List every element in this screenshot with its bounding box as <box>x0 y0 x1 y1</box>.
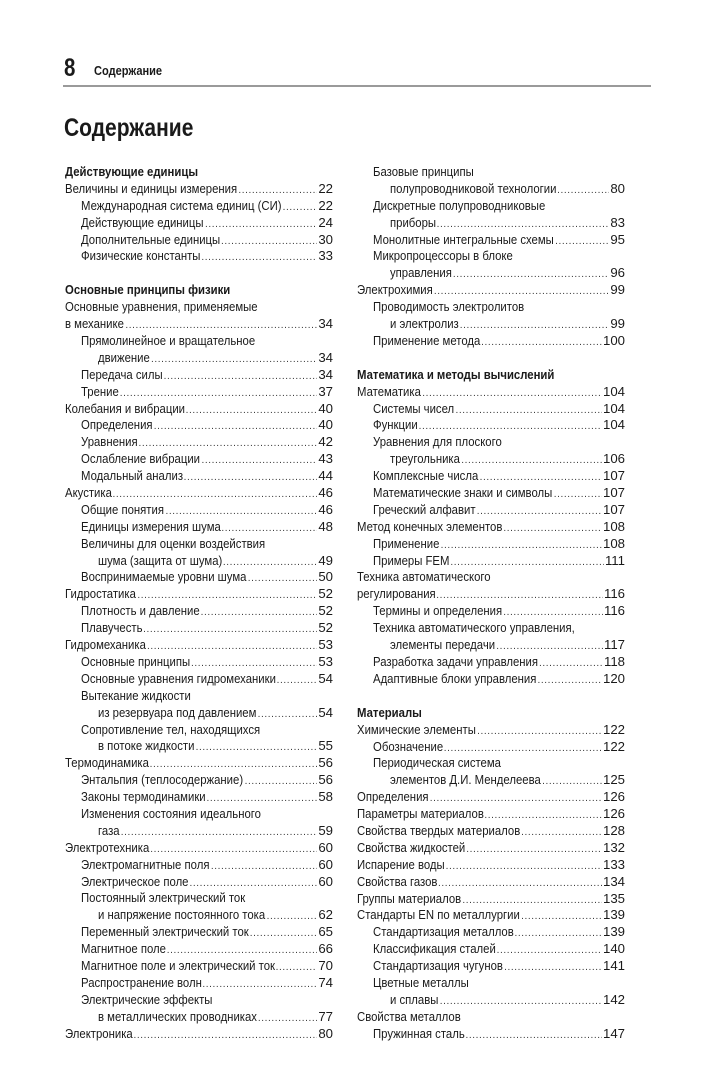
toc-page-number: 48 <box>318 518 333 534</box>
toc-page-number: 99 <box>610 316 625 332</box>
toc-page-number: 116 <box>603 603 625 619</box>
toc-entry[interactable] <box>357 198 625 215</box>
toc-entry-title: Величины и единицы измерения <box>65 180 238 196</box>
toc-page-number: 54 <box>318 704 333 720</box>
toc-page-number: 53 <box>318 653 333 669</box>
toc-page-number: 40 <box>318 400 333 416</box>
toc-entry-title: движение <box>98 349 150 365</box>
section-heading-text: Материалы <box>357 704 422 720</box>
toc-entry-title: в механике <box>65 316 124 332</box>
section-gap <box>357 688 625 705</box>
toc-entry[interactable] <box>357 654 625 671</box>
toc-page-number: 140 <box>602 941 625 957</box>
toc-entry[interactable] <box>65 384 333 401</box>
toc-page-number: 126 <box>602 789 625 805</box>
toc-entry[interactable] <box>357 434 625 451</box>
toc-entry[interactable] <box>65 620 333 637</box>
toc-entry[interactable] <box>65 586 333 603</box>
toc-entry[interactable] <box>65 874 333 891</box>
toc-entry[interactable] <box>357 789 625 806</box>
toc-entry-title: Свойства газов <box>357 873 438 889</box>
toc-page-number: 107 <box>602 485 625 501</box>
toc-page-number: 66 <box>318 941 333 957</box>
toc-entry[interactable] <box>357 891 625 908</box>
toc-entry[interactable] <box>357 992 625 1009</box>
toc-entry-title: Микропроцессоры в блоке <box>373 248 513 264</box>
toc-entry-title: Математика <box>357 383 421 399</box>
toc-entry-title: Колебания и вибрации <box>65 400 186 416</box>
toc-entry-title: Стандартизация чугунов <box>373 958 503 974</box>
toc-entry-title: Комплексные числа <box>373 468 479 484</box>
toc-entry[interactable] <box>357 569 625 586</box>
toc-entry-title: Математические знаки и символы <box>373 485 553 501</box>
toc-entry-title: Химические элементы <box>357 721 476 737</box>
toc-entry-title: Изменения состояния идеального <box>81 805 261 821</box>
toc-entry-title: Техника автоматического <box>357 569 491 585</box>
toc-entry[interactable] <box>65 181 333 198</box>
toc-entry[interactable] <box>357 282 625 299</box>
toc-page-number: 139 <box>602 924 625 940</box>
toc-entry-title: Испарение воды <box>357 856 445 872</box>
toc-entry[interactable] <box>65 1026 333 1043</box>
toc-entry[interactable] <box>65 248 333 265</box>
toc-entry[interactable] <box>357 755 625 772</box>
toc-page-number: 108 <box>602 518 625 534</box>
toc-entry-title: Общие понятия <box>81 501 164 517</box>
toc-entry[interactable] <box>357 299 625 316</box>
toc-page-number: 42 <box>318 434 333 450</box>
toc-entry[interactable] <box>65 958 333 975</box>
toc-page-number: 77 <box>318 1008 333 1024</box>
toc-entry-title: Применение <box>373 535 440 551</box>
toc-entry[interactable] <box>357 739 625 756</box>
toc-page-number: 132 <box>602 839 625 855</box>
toc-entry[interactable] <box>65 434 333 451</box>
toc-entry[interactable] <box>357 485 625 502</box>
toc-entry-title: Дискретные полупроводниковые <box>373 197 546 213</box>
toc-page-number: 100 <box>602 332 625 348</box>
toc-entry-title: газа <box>98 822 120 838</box>
toc-entry-title: Воспринимаемые уровни шума <box>81 569 247 585</box>
toc-entry[interactable] <box>65 485 333 502</box>
toc-entry-title: Базовые принципы <box>373 164 474 179</box>
toc-page-number: 99 <box>610 282 625 298</box>
toc-entry[interactable] <box>357 603 625 620</box>
toc-entry[interactable] <box>65 603 333 620</box>
dot-leader <box>201 250 317 267</box>
toc-entry[interactable] <box>65 1009 333 1026</box>
toc-entry-title: Применение метода <box>373 332 481 348</box>
toc-entry-title: Группы материалов <box>357 890 462 906</box>
toc-entry[interactable] <box>65 333 333 350</box>
running-title: Содержание <box>94 63 163 78</box>
toc-entry[interactable] <box>357 806 625 823</box>
toc-page-number: 50 <box>318 569 333 585</box>
toc-page-number: 104 <box>602 417 625 433</box>
toc-page-number: 70 <box>318 957 333 973</box>
dot-leader <box>465 1028 602 1045</box>
toc-entry[interactable] <box>357 232 625 249</box>
toc-page-number: 147 <box>602 1025 625 1041</box>
toc-entry[interactable] <box>357 907 625 924</box>
toc-entry[interactable] <box>65 215 333 232</box>
toc-entry[interactable] <box>357 536 625 553</box>
toc-entry[interactable] <box>65 569 333 586</box>
toc-entry-title: Дополнительные единицы <box>81 231 221 247</box>
toc-entry-title: шума (защита от шума) <box>98 552 223 568</box>
toc-page-number: 46 <box>318 501 333 517</box>
section-heading-text: Действующие единицы <box>65 164 199 179</box>
toc-entry[interactable] <box>65 705 333 722</box>
toc-entry-title: Метод конечных элементов <box>357 518 503 534</box>
toc-entry-title: Техника автоматического управления, <box>373 620 575 636</box>
toc-entry[interactable] <box>65 772 333 789</box>
toc-page-number: 65 <box>318 924 333 940</box>
page-header <box>64 54 650 84</box>
toc-entry-title: Модальный анализ <box>81 468 184 484</box>
section-gap <box>65 265 333 282</box>
toc-entry[interactable] <box>65 890 333 907</box>
toc-entry-title: Прямолинейное и вращательное <box>81 333 256 349</box>
toc-entry[interactable] <box>357 384 625 401</box>
toc-page-number: 134 <box>602 873 625 889</box>
toc-entry[interactable] <box>65 941 333 958</box>
toc-entry[interactable] <box>65 502 333 519</box>
section-heading-text: Математика и методы вычислений <box>357 366 555 382</box>
toc-entry[interactable] <box>65 519 333 536</box>
toc-entry[interactable] <box>357 840 625 857</box>
toc-entry-title: Термодинамика <box>65 755 149 771</box>
toc-entry[interactable] <box>357 722 625 739</box>
toc-entry-title: Электроника <box>65 1025 133 1041</box>
toc-entry-title: элементов Д.И. Менделеева <box>390 772 541 788</box>
toc-entry[interactable] <box>65 755 333 772</box>
toc-entry[interactable] <box>65 367 333 384</box>
toc-page-number: 83 <box>610 214 625 230</box>
toc-entry-title: Вытекание жидкости <box>81 687 191 703</box>
dot-leader <box>133 1028 317 1045</box>
toc-entry[interactable] <box>65 975 333 992</box>
toc-page-number: 43 <box>318 451 333 467</box>
toc-page-number: 56 <box>318 772 333 788</box>
toc-entry-title: Монолитные интегральные схемы <box>373 231 554 247</box>
toc-entry[interactable] <box>357 215 625 232</box>
toc-entry-title: и электролиз <box>390 316 459 332</box>
toc-page-number: 96 <box>610 265 625 281</box>
toc-entry-title: Цветные металлы <box>373 974 469 990</box>
toc-entry[interactable] <box>357 975 625 992</box>
toc-entry[interactable] <box>65 688 333 705</box>
toc-entry[interactable] <box>65 316 333 333</box>
toc-entry-title: Примеры FEM <box>373 552 450 568</box>
toc-entry-title: Плотность и давление <box>81 603 200 619</box>
toc-section-heading <box>357 705 625 722</box>
toc-entry-title: Трение <box>81 383 119 399</box>
toc-entry[interactable] <box>357 401 625 418</box>
toc-entry-title: Гидромеханика <box>65 637 146 653</box>
header-rule <box>63 85 651 87</box>
toc-entry[interactable] <box>357 164 625 181</box>
toc-section-heading <box>65 164 333 181</box>
toc-page-number: 30 <box>318 231 333 247</box>
toc-page-number: 120 <box>602 670 625 686</box>
toc-entry[interactable] <box>357 586 625 603</box>
toc-entry[interactable] <box>357 620 625 637</box>
toc-page-number: 54 <box>318 670 333 686</box>
toc-page-number: 22 <box>318 180 333 196</box>
toc-entry-title: Определения <box>81 417 153 433</box>
toc-entry[interactable] <box>65 738 333 755</box>
toc-page-number: 60 <box>318 856 333 872</box>
toc-entry-title: Электрические эффекты <box>81 991 213 1007</box>
toc-entry-title: приборы <box>390 214 437 230</box>
toc-entry-title: Электрическое поле <box>81 873 189 889</box>
toc-page-number: 122 <box>602 738 625 754</box>
toc-entry-title: Уравнения для плоского <box>373 434 502 450</box>
toc-entry[interactable] <box>65 553 333 570</box>
toc-page-number: 80 <box>318 1025 333 1041</box>
toc-page-number: 135 <box>602 890 625 906</box>
toc-page-number: 33 <box>318 248 333 264</box>
toc-page-number: 104 <box>602 400 625 416</box>
toc-page-number: 106 <box>602 451 625 467</box>
toc-section-heading <box>65 282 333 299</box>
toc-entry-title: Сопротивление тел, находящихся <box>81 721 261 737</box>
toc-entry-title: Термины и определения <box>373 603 503 619</box>
toc-entry-title: Греческий алфавит <box>373 501 476 517</box>
toc-entry-title: Электротехника <box>65 839 150 855</box>
toc-entry-title: Свойства металлов <box>357 1008 461 1024</box>
toc-entry[interactable] <box>65 232 333 249</box>
toc-entry-title: Разработка задачи управления <box>373 653 539 669</box>
toc-entry-title: Пружинная сталь <box>373 1025 465 1041</box>
toc-entry[interactable] <box>65 840 333 857</box>
toc-entry[interactable] <box>65 671 333 688</box>
toc-page-number: 80 <box>610 180 625 196</box>
toc-entry-title: Определения <box>357 789 429 805</box>
toc-page-number: 34 <box>318 366 333 382</box>
toc-page-number: 53 <box>318 637 333 653</box>
toc-entry[interactable] <box>65 992 333 1009</box>
toc-entry-title: Обозначение <box>373 738 444 754</box>
toc-entry-title: Переменный электрический ток <box>81 924 249 940</box>
toc-page-number: 52 <box>318 586 333 602</box>
toc-entry-title: Проводимость электролитов <box>373 299 525 315</box>
toc-entry-title: Международная система единиц (СИ) <box>81 197 282 213</box>
toc-page-number: 59 <box>318 822 333 838</box>
toc-entry-title: Свойства твердых материалов <box>357 822 521 838</box>
toc-entry[interactable] <box>65 637 333 654</box>
toc-entry[interactable] <box>357 958 625 975</box>
toc-entry-title: в металлических проводниках <box>98 1008 257 1024</box>
toc-entry[interactable] <box>357 417 625 434</box>
toc-entry-title: Энтальпия (теплосодержание) <box>81 772 244 788</box>
toc-entry[interactable] <box>357 874 625 891</box>
toc-entry-title: Стандартизация металлов <box>373 924 514 940</box>
toc-entry[interactable] <box>65 536 333 553</box>
toc-entry-title: и напряжение постоянного тока <box>98 907 266 923</box>
toc-entry[interactable] <box>65 198 333 215</box>
toc-entry-title: Физические константы <box>81 248 201 264</box>
toc-entry[interactable] <box>357 671 625 688</box>
toc-entry[interactable] <box>357 265 625 282</box>
toc-entry-title: из резервуара под давлением <box>98 704 257 720</box>
toc-page-number: 128 <box>602 822 625 838</box>
dot-leader <box>537 673 602 690</box>
toc-page-number: 122 <box>602 721 625 737</box>
toc-page-number: 104 <box>602 383 625 399</box>
toc-entry-title: управления <box>390 265 452 281</box>
section-heading-text: Основные принципы физики <box>65 282 231 298</box>
toc-page-number: 95 <box>610 231 625 247</box>
toc-page-number: 118 <box>603 653 625 669</box>
toc-entry-title: Законы термодинамики <box>81 789 206 805</box>
toc-entry[interactable] <box>65 907 333 924</box>
toc-entry[interactable] <box>357 316 625 333</box>
toc-entry-title: элементы передачи <box>390 637 496 653</box>
toc-page-number: 24 <box>318 214 333 230</box>
toc-entry[interactable] <box>357 772 625 789</box>
toc-entry-title: регулирования <box>357 586 436 602</box>
toc-page-number: 142 <box>602 991 625 1007</box>
toc-page-number: 74 <box>318 974 333 990</box>
toc-entry-title: Уравнения <box>81 434 138 450</box>
toc-entry-title: Классификация сталей <box>373 941 496 957</box>
toc-entry-title: Единицы измерения шума <box>81 518 221 534</box>
toc-entry-title: и сплавы <box>390 991 439 1007</box>
toc-entry[interactable] <box>357 181 625 198</box>
toc-entry-title: Системы чисел <box>373 400 455 416</box>
toc-entry[interactable] <box>357 502 625 519</box>
toc-page-number: 37 <box>318 383 333 399</box>
toc-entry[interactable] <box>357 248 625 265</box>
toc-entry-title: Распространение волн <box>81 974 202 990</box>
toc-page-number: 107 <box>602 501 625 517</box>
toc-entry[interactable] <box>65 350 333 367</box>
toc-entry[interactable] <box>357 333 625 350</box>
toc-entry-title: Основные уравнения, применяемые <box>65 299 258 315</box>
toc-entry-title: Электромагнитные поля <box>81 856 210 872</box>
toc-entry-title: Параметры материалов <box>357 806 484 822</box>
toc-entry[interactable] <box>357 468 625 485</box>
toc-entry-title: Адаптивные блоки управления <box>373 670 537 686</box>
toc-page-number: 125 <box>602 772 625 788</box>
toc-page-number: 52 <box>318 620 333 636</box>
toc-entry-title: Ослабление вибрации <box>81 451 201 467</box>
toc-entry[interactable] <box>357 1026 625 1043</box>
toc-entry-title: Акустика <box>65 485 112 501</box>
toc-page-number: 34 <box>318 316 333 332</box>
toc-page-number: 40 <box>318 417 333 433</box>
toc-entry[interactable] <box>357 637 625 654</box>
toc-entry[interactable] <box>65 823 333 840</box>
toc-page-number: 60 <box>318 839 333 855</box>
toc-page-number: 49 <box>318 552 333 568</box>
toc-right-column <box>357 164 625 1043</box>
toc-entry-title: Периодическая система <box>373 755 501 771</box>
toc-entry-title: Передача силы <box>81 366 163 382</box>
toc-entry-title: Основные уравнения гидромеханики <box>81 670 276 686</box>
toc-entry-title: Величины для оценки воздействия <box>81 535 266 551</box>
toc-left-column <box>65 164 333 1042</box>
toc-entry-title: Основные принципы <box>81 653 191 669</box>
toc-entry[interactable] <box>357 519 625 536</box>
toc-page-number: 117 <box>603 637 625 653</box>
toc-page-number: 111 <box>604 552 625 568</box>
toc-entry[interactable] <box>357 924 625 941</box>
toc-entry[interactable] <box>357 823 625 840</box>
toc-entry-title: Плавучесть <box>81 620 143 636</box>
toc-page-number: 133 <box>602 856 625 872</box>
toc-entry[interactable] <box>357 941 625 958</box>
toc-page-number: 56 <box>318 755 333 771</box>
toc-page-number: 44 <box>318 468 333 484</box>
toc-page-number: 107 <box>602 468 625 484</box>
toc-entry-title: Свойства жидкостей <box>357 839 466 855</box>
toc-entry[interactable] <box>65 857 333 874</box>
toc-entry[interactable] <box>65 417 333 434</box>
toc-entry[interactable] <box>357 553 625 570</box>
toc-entry-title: Функции <box>373 417 418 433</box>
toc-page-number: 58 <box>318 789 333 805</box>
toc-page-number: 34 <box>318 349 333 365</box>
toc-entry-title: Стандарты EN по металлургии <box>357 907 520 923</box>
toc-entry-title: Магнитное поле и электрический ток <box>81 957 275 973</box>
toc-page-number: 139 <box>602 907 625 923</box>
toc-page-number: 55 <box>318 738 333 754</box>
toc-page-number: 116 <box>603 586 625 602</box>
toc-entry[interactable] <box>65 654 333 671</box>
dot-leader <box>481 335 602 352</box>
toc-entry-title: треугольника <box>390 451 460 467</box>
toc-entry[interactable] <box>65 299 333 316</box>
toc-page-number: 60 <box>318 873 333 889</box>
toc-entry-title: полупроводниковой технологии <box>390 180 557 196</box>
toc-entry[interactable] <box>65 722 333 739</box>
toc-page-number: 62 <box>318 907 333 923</box>
page-number: 8 <box>64 54 76 82</box>
toc-page-number: 22 <box>318 197 333 213</box>
toc-page-number: 108 <box>602 535 625 551</box>
toc-entry-title: Гидростатика <box>65 586 136 602</box>
toc-entry[interactable] <box>357 857 625 874</box>
toc-page-number: 52 <box>318 603 333 619</box>
toc-entry-title: в потоке жидкости <box>98 738 195 754</box>
toc-page-number: 46 <box>318 485 333 501</box>
toc-entry[interactable] <box>65 401 333 418</box>
toc-entry-title: Постоянный электрический ток <box>81 890 246 906</box>
toc-entry[interactable] <box>357 451 625 468</box>
toc-entry[interactable] <box>65 451 333 468</box>
toc-entry[interactable] <box>65 924 333 941</box>
page-title: Содержание <box>64 114 194 142</box>
toc-entry-title: Электрохимия <box>357 282 433 298</box>
toc-entry[interactable] <box>65 789 333 806</box>
toc-page-number: 126 <box>602 806 625 822</box>
toc-entry-title: Действующие единицы <box>81 214 204 230</box>
section-gap <box>357 350 625 367</box>
toc-entry-title: Магнитное поле <box>81 941 166 957</box>
toc-page-number: 141 <box>602 958 625 974</box>
toc-entry[interactable] <box>65 806 333 823</box>
toc-section-heading <box>357 367 625 384</box>
toc-entry[interactable] <box>357 1009 625 1026</box>
toc-entry[interactable] <box>65 468 333 485</box>
